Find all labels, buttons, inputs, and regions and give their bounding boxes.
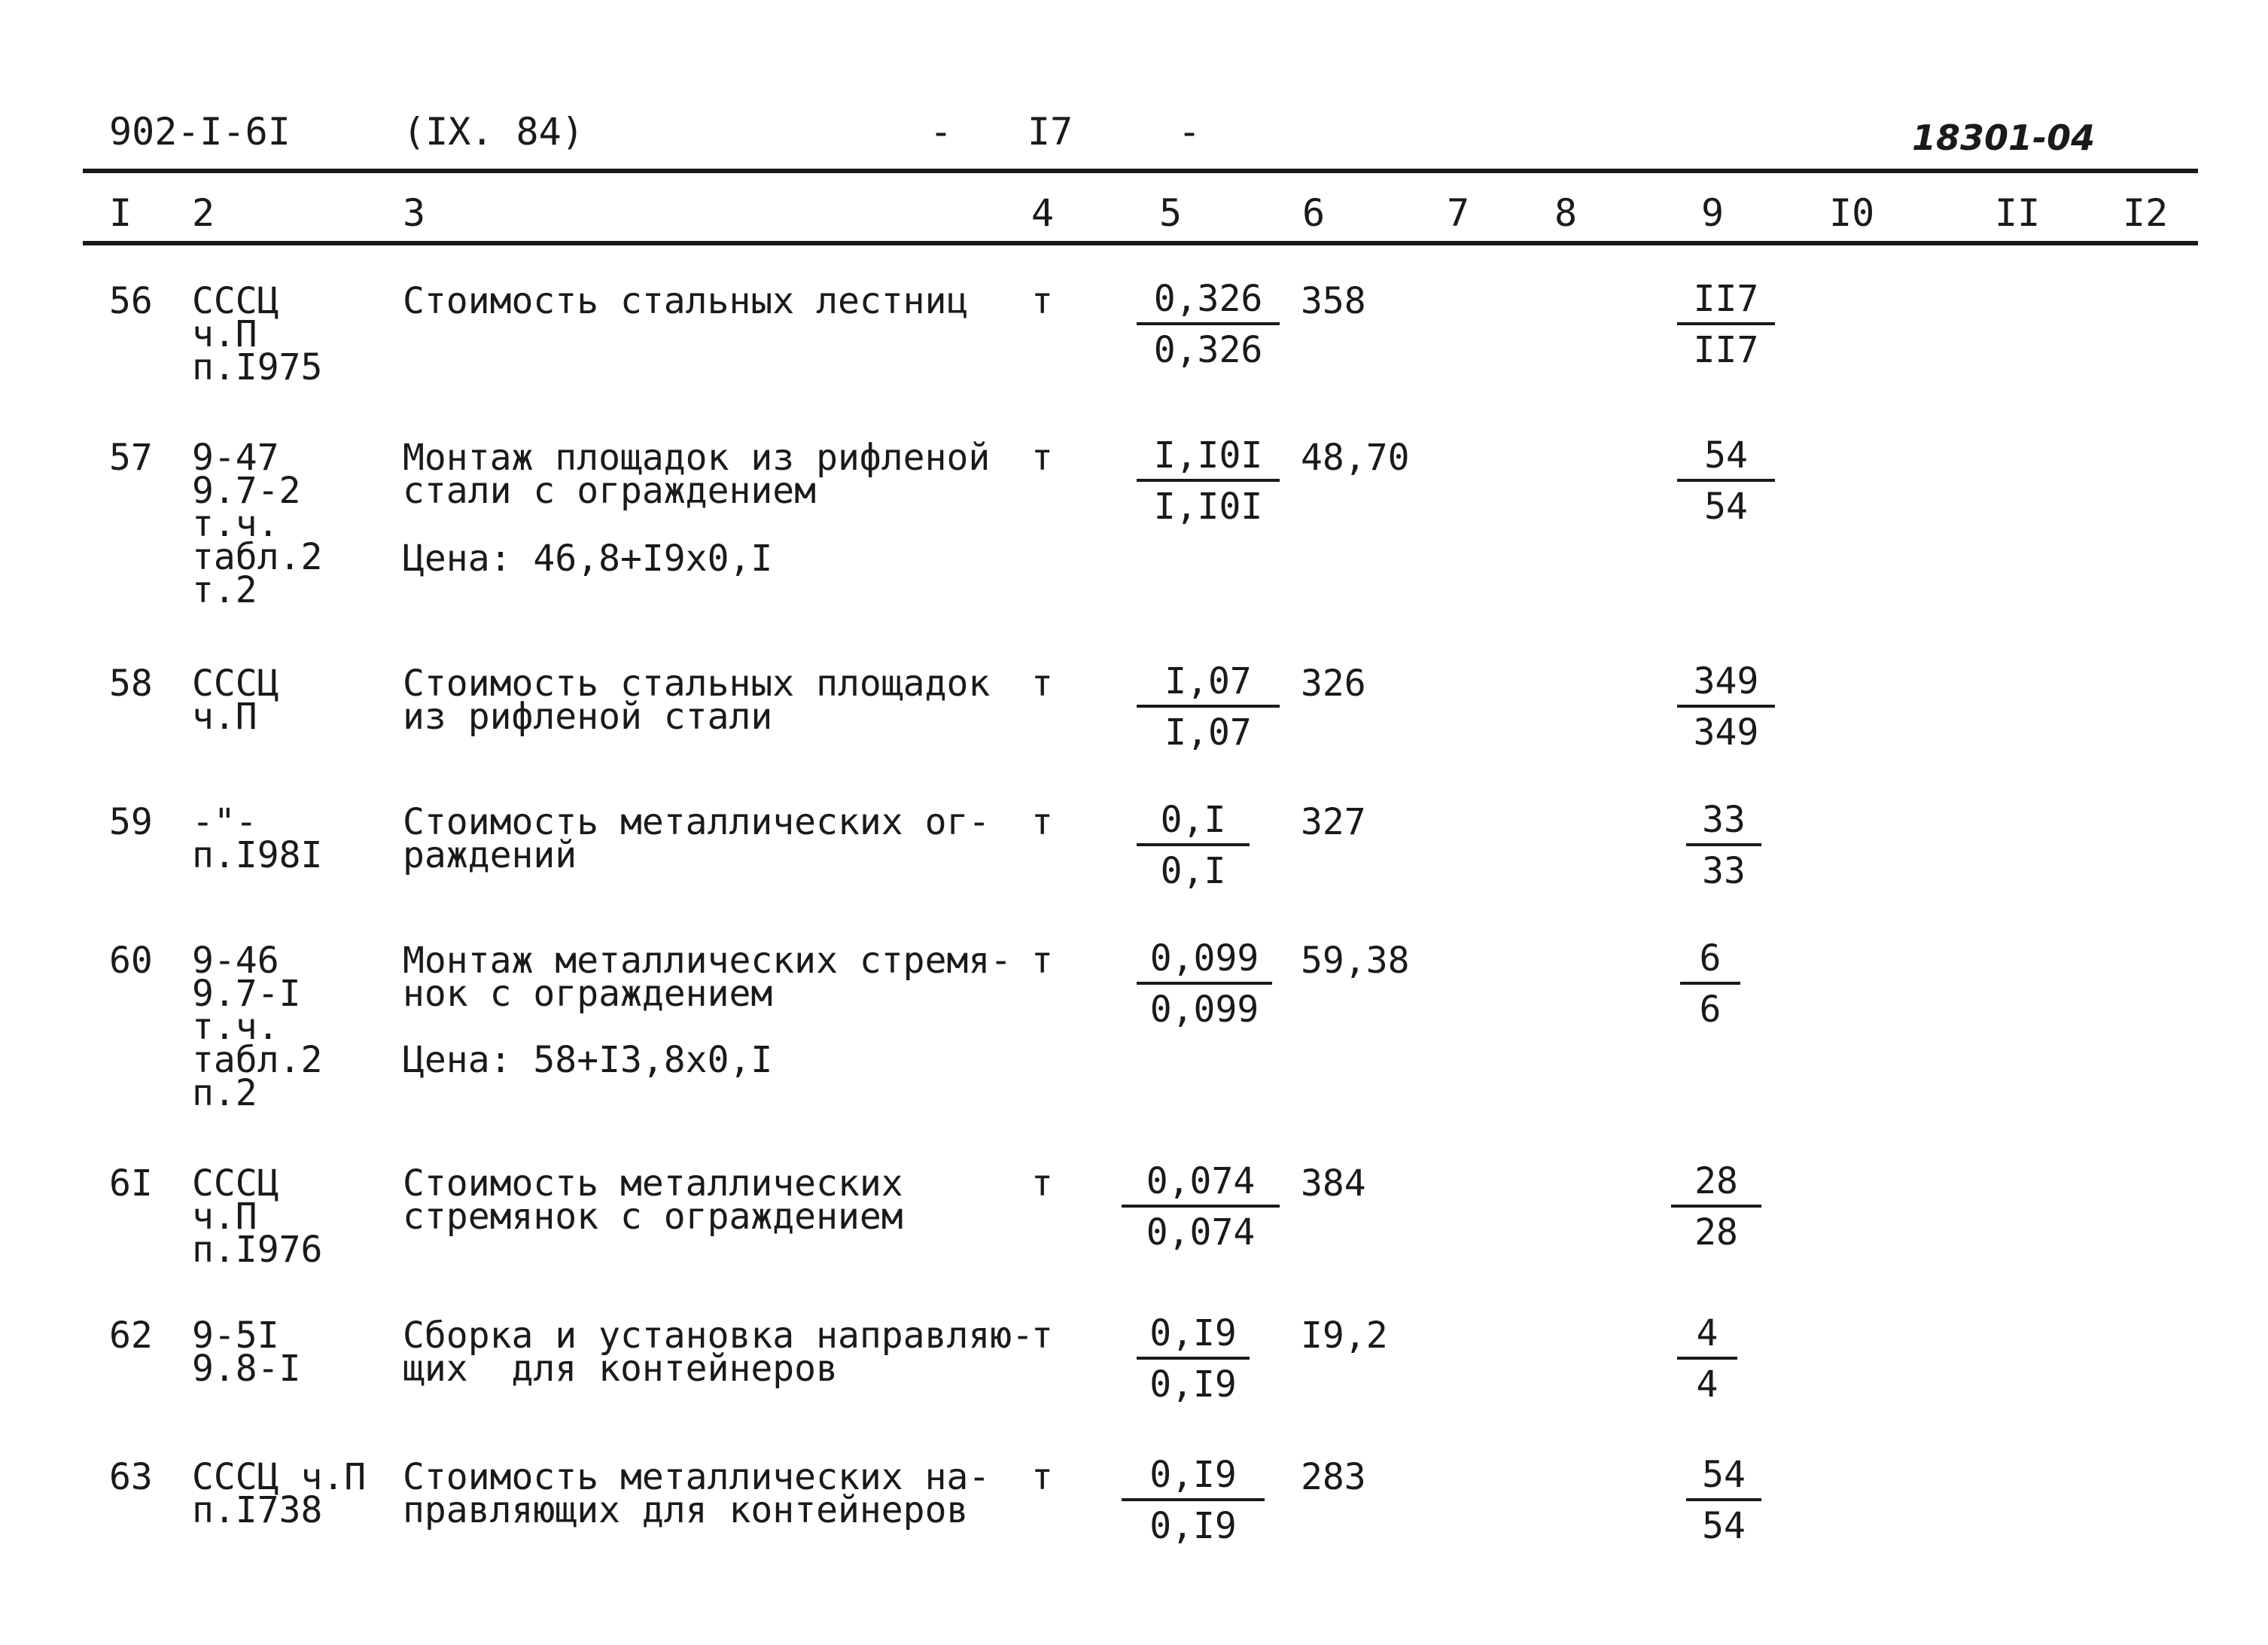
- row-number: 58: [109, 663, 153, 705]
- cost-bottom: II7: [1693, 329, 1759, 371]
- cost-bottom: 54: [1704, 486, 1748, 528]
- cost-bottom: 349: [1693, 711, 1759, 754]
- quantity-top: 0,074: [1122, 1159, 1280, 1208]
- row-number: 59: [109, 801, 153, 843]
- unit-price: 384: [1301, 1162, 1366, 1205]
- row-number: 56: [109, 280, 153, 322]
- row-number: 6I: [109, 1162, 153, 1205]
- quantity-bottom: 0,I9: [1149, 1505, 1237, 1547]
- cost-bottom: 33: [1702, 850, 1746, 892]
- cost-bottom: 54: [1702, 1505, 1746, 1547]
- header-rule-top: [83, 169, 2198, 173]
- quantity-fraction: [1137, 434, 1280, 529]
- cost-top: 54: [1677, 434, 1775, 482]
- header-dash-right: -: [1178, 110, 1201, 154]
- unit-price: 59,38: [1301, 940, 1410, 982]
- work-description: Сборка и установка направляю- щих для контейнеров: [403, 1314, 1034, 1390]
- column-number: 2: [192, 191, 215, 235]
- column-number: I0: [1829, 191, 1875, 235]
- column-number: I2: [2123, 191, 2169, 235]
- quantity-bottom: 0,I: [1160, 850, 1226, 892]
- cost-fraction: [1677, 1311, 1737, 1406]
- header-dash-left: -: [930, 110, 953, 154]
- unit-of-measure: т: [1031, 1314, 1053, 1357]
- quantity-top: 0,099: [1137, 937, 1272, 985]
- quantity-top: I,I0I: [1137, 434, 1280, 482]
- edition-stamp: (IX. 84): [403, 110, 584, 154]
- column-number: 3: [403, 191, 426, 235]
- column-number: 7: [1447, 191, 1470, 235]
- unit-price: 283: [1301, 1456, 1366, 1498]
- cost-bottom: 28: [1694, 1211, 1738, 1254]
- column-number: 6: [1302, 191, 1326, 235]
- quantity-fraction: [1137, 660, 1280, 754]
- cost-fraction: [1686, 798, 1761, 893]
- work-description: Стоимость стальных площадок из рифленой стали: [403, 663, 991, 738]
- row-number: 57: [109, 437, 153, 479]
- price-formula: Цена: 46,8+I9x0,I: [403, 538, 773, 580]
- work-description: Стоимость металлических стремянок с ограждением: [403, 1162, 903, 1238]
- document-number: 18301-04: [1912, 117, 2096, 158]
- quantity-fraction: [1137, 1311, 1250, 1406]
- unit-of-measure: т: [1031, 940, 1053, 982]
- unit-of-measure: т: [1031, 801, 1053, 843]
- cost-fraction: [1686, 1453, 1761, 1548]
- work-description: Монтаж площадок из рифленой стали с ограждением: [403, 437, 991, 512]
- cost-bottom: 4: [1696, 1363, 1719, 1406]
- column-number: I: [109, 191, 132, 235]
- page-number: I7: [1027, 110, 1073, 154]
- column-number: 9: [1701, 191, 1725, 235]
- unit-of-measure: т: [1031, 1162, 1053, 1205]
- cost-top: 54: [1686, 1453, 1761, 1501]
- project-code: 902-I-6I: [109, 110, 291, 154]
- cost-top: 349: [1677, 660, 1775, 708]
- unit-price: 358: [1301, 280, 1366, 322]
- unit-of-measure: т: [1031, 437, 1053, 479]
- cost-top: 28: [1671, 1159, 1761, 1208]
- quantity-fraction: [1137, 277, 1280, 372]
- rate-reference: 9-46 9.7-I т.ч. табл.2 п.2: [192, 940, 323, 1114]
- work-description: Стоимость металлических на- правляющих для контейнеров: [403, 1456, 991, 1531]
- cost-top: II7: [1677, 277, 1775, 325]
- cost-top: 33: [1686, 798, 1761, 846]
- cost-fraction: [1677, 277, 1775, 372]
- work-description: Монтаж металлических стремя- нок с ограждением: [403, 940, 1012, 1015]
- quantity-bottom: 0,326: [1153, 329, 1263, 371]
- column-number: 5: [1159, 191, 1183, 235]
- column-number: II: [1995, 191, 2041, 235]
- unit-of-measure: т: [1031, 280, 1053, 322]
- unit-price: 327: [1301, 801, 1366, 843]
- row-number: 60: [109, 940, 153, 982]
- cost-top: 6: [1680, 937, 1740, 985]
- quantity-top: 0,I9: [1122, 1453, 1265, 1501]
- quantity-top: I,07: [1137, 660, 1280, 708]
- quantity-fraction: [1137, 937, 1272, 1031]
- cost-fraction: [1680, 937, 1740, 1031]
- quantity-bottom: I,07: [1164, 711, 1252, 754]
- row-number: 62: [109, 1314, 153, 1357]
- rate-reference: 9-5I 9.8-I: [192, 1314, 301, 1390]
- column-number: 4: [1031, 191, 1055, 235]
- quantity-top: 0,I: [1137, 798, 1250, 846]
- quantity-bottom: 0,074: [1146, 1211, 1256, 1254]
- quantity-fraction: [1122, 1159, 1280, 1254]
- column-number: 8: [1554, 191, 1578, 235]
- quantity-bottom: I,I0I: [1153, 486, 1263, 528]
- work-description: Стоимость стальных лестниц: [403, 280, 969, 322]
- header-rule-bottom: [83, 241, 2198, 245]
- rate-reference: СССЦ ч.П п.I975: [192, 280, 323, 388]
- cost-bottom: 6: [1699, 989, 1722, 1031]
- cost-top: 4: [1677, 1311, 1737, 1360]
- quantity-fraction: [1122, 1453, 1265, 1548]
- work-description: Стоимость металлических ог- раждений: [403, 801, 991, 876]
- quantity-bottom: 0,099: [1149, 989, 1259, 1031]
- unit-price: 326: [1301, 663, 1366, 705]
- unit-of-measure: т: [1031, 1456, 1053, 1498]
- price-formula: Цена: 58+I3,8x0,I: [403, 1039, 773, 1081]
- rate-reference: СССЦ ч.П п.I976: [192, 1162, 323, 1271]
- quantity-top: 0,I9: [1137, 1311, 1250, 1360]
- rate-reference: СССЦ ч.П: [192, 663, 279, 738]
- cost-fraction: [1671, 1159, 1761, 1254]
- rate-reference: -"- п.I98I: [192, 801, 323, 876]
- rate-reference: СССЦ ч.П п.I738: [192, 1456, 367, 1531]
- rate-reference: 9-47 9.7-2 т.ч. табл.2 т.2: [192, 437, 323, 611]
- row-number: 63: [109, 1456, 153, 1498]
- unit-price: 48,70: [1301, 437, 1410, 479]
- unit-of-measure: т: [1031, 663, 1053, 705]
- quantity-bottom: 0,I9: [1149, 1363, 1237, 1406]
- quantity-fraction: [1137, 798, 1250, 893]
- quantity-top: 0,326: [1137, 277, 1280, 325]
- cost-fraction: [1677, 434, 1775, 529]
- cost-fraction: [1677, 660, 1775, 754]
- unit-price: I9,2: [1301, 1314, 1388, 1357]
